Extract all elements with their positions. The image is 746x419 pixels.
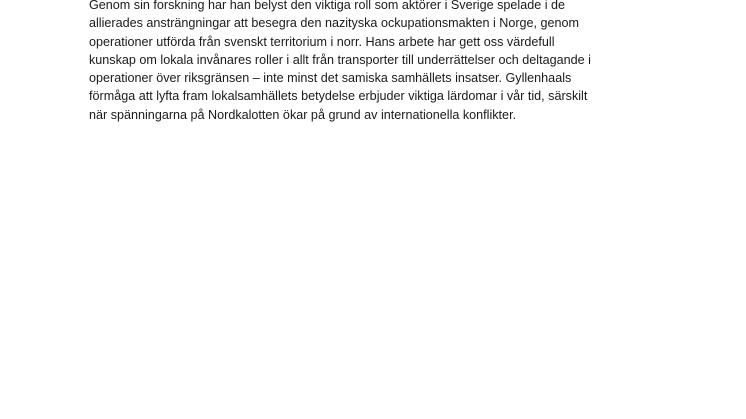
paragraph-line: förmåga att lyfta fram lokalsamhällets betydelse erbjuder viktiga lärdomar i vår tid, särskilt: [89, 89, 588, 104]
paragraph-line: när spänningarna på Nordkalotten ökar på grund av internationella konflikter.: [89, 107, 517, 122]
paragraph-line: kunskap om lokala invånares roller i allt från transporter till underrättelser och deltagande i: [89, 52, 591, 67]
body-paragraph: [89, 0, 689, 124]
paragraph-line: allierades ansträngningar att besegra den nazityska ockupationsmakten i Norge, genom: [89, 16, 580, 31]
paragraph-line: Genom sin forskning har han belyst den viktiga roll som aktörer i Sverige spelade i de: [89, 0, 566, 12]
paragraph-line: operationer över riksgränsen – inte minst det samiska samhällets insatser. Gyllenhaals: [89, 71, 572, 86]
paragraph-line: operationer utförda från svenskt territorium i norr. Hans arbete har gett oss värdefull: [89, 34, 555, 49]
